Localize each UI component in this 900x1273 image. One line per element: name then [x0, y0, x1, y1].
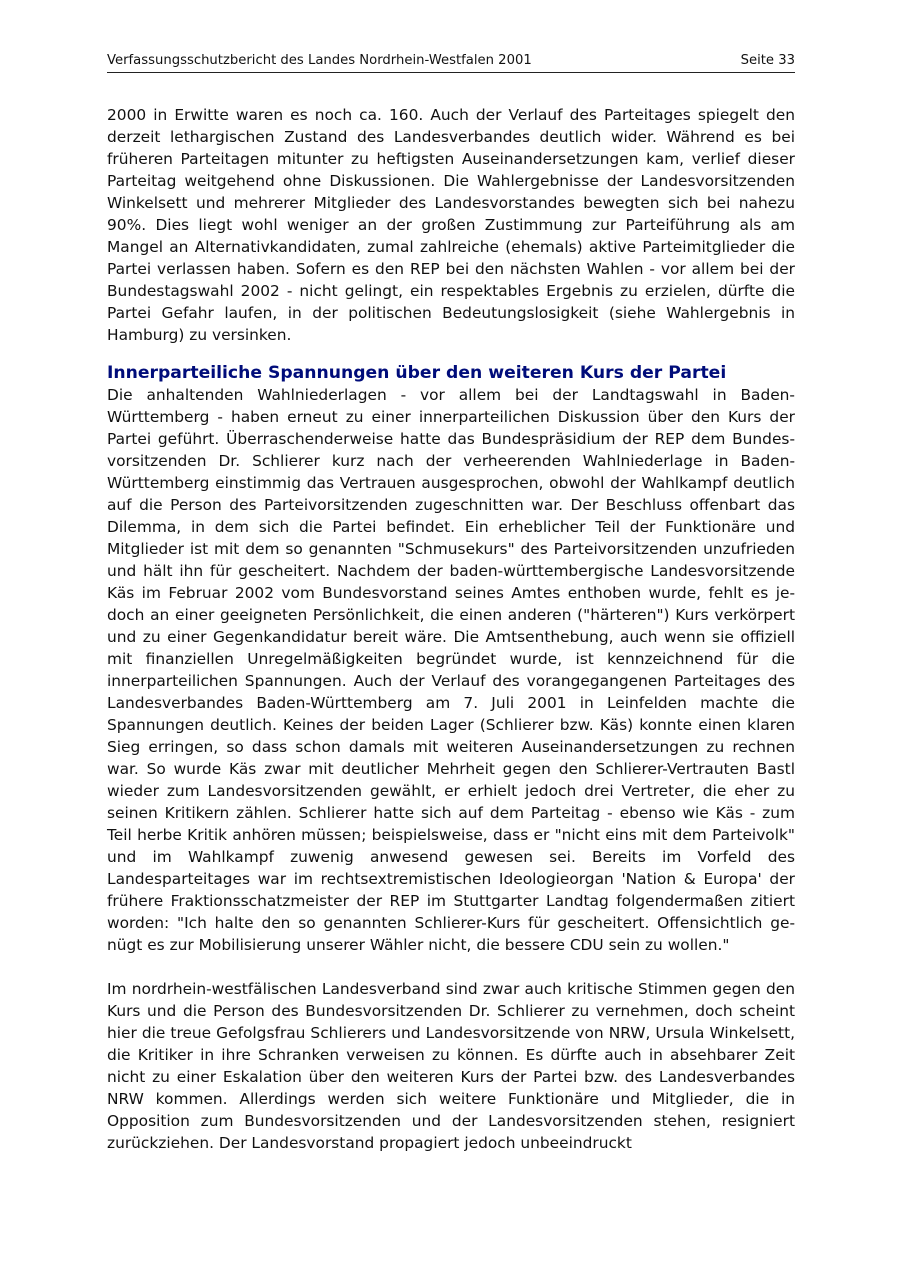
- paragraph-2: Die anhaltenden Wahlniederlagen - vor allem bei der Landtagswahl in Baden-Württemberg - haben erneut zu einer innerparteilichen Diskussion über den Kurs der Partei geführt. Überraschenderweise hatte das Bundespräsidium der REP dem Bundesvorsitzenden Dr. Schlierer kurz nach der verheerenden Wahlniederlage in Baden-Württemberg einstimmig das Vertrauen ausgesprochen, obwohl der Wahlkampf deutlich auf die Person des Parteivorsitzenden zugeschnitten war. Der Beschluss offenbart das Dilemma, in dem sich die Partei befindet. Ein erheblicher Teil der Funktionäre und Mitglieder ist mit dem so genannten "Schmusekurs" des Parteivorsitzenden unzufrieden und hält ihn für gescheitert. Nachdem der baden-württembergische Landesvorsitzende Käs im Februar 2002 vom Bundesvorstand seines Amtes enthoben wurde, fehlt es jedoch an einer geeigneten Persönlichkeit, die einen anderen ("härteren") Kurs verkörpert und zu einer Gegenkandidatur bereit wäre. Die Amtsenthebung, auch wenn sie offiziell mit finanziellen Unregelmäßigkeiten begründet wurde, ist kennzeichnend für die innerparteilichen Spannungen. Auch der Verlauf des vorangegangenen Parteitages des Landesverbandes Baden-Württemberg am 7. Juli 2001 in Leinfelden machte die Spannungen deutlich. Keines der beiden Lager (Schlierer bzw. Käs) konnte einen klaren Sieg erringen, so dass schon damals mit weiteren Auseinandersetzungen zu rechnen war. So wurde Käs zwar mit deutlicher Mehrheit gegen den Schlierer-Vertrauten Bastl wieder zum Landesvorsitzenden gewählt, er erhielt jedoch drei Vertreter, die eher zu seinen Kritikern zählen. Schlierer hatte sich auf dem Parteitag - ebenso wie Käs - zum Teil herbe Kritik anhören müssen; beispielsweise, dass er "nicht eins mit dem Parteivolk" und im Wahlkampf zuwenig anwesend gewesen sei. Bereits im Vorfeld des Landesparteitages war im rechtsextremistischen Ideologieorgan 'Nation & Europa' der frühere Fraktionsschatzmeister der REP im Stuttgarter Landtag folgendermaßen zitiert worden: "Ich halte den so genannten Schlierer-Kurs für gescheitert. Offensichtlich genügt es zur Mobilisierung unserer Wähler nicht, die bessere CDU sein zu wollen.": [107, 386, 795, 954]
- paragraph-3: Im nordrhein-westfälischen Landesverband sind zwar auch kritische Stimmen gegen den Kurs und die Person des Bundesvorsitzenden Dr. Schlierer zu vernehmen, doch scheint hier die treue Gefolgsfrau Schlierers und Landesvorsitzende von NRW, Ursula Winkelsett, die Kritiker in ihre Schranken verweisen zu können. Es dürfte auch in absehbarer Zeit nicht zu einer Eskalation über den weiteren Kurs der Partei bzw. des Landesverbandes NRW kommen. Allerdings werden sich weitere Funktionäre und Mitglieder, die in Opposition zum Bundesvorsitzenden und der Landesvorsitzenden stehen, resigniert zurückziehen. Der Landesvorstand propagiert jedoch unbeeindruckt: [107, 980, 795, 1152]
- page-header: [107, 52, 795, 73]
- section-heading: Innerparteiliche Spannungen über den weiteren Kurs der Partei: [107, 363, 727, 383]
- page-number: Seite 33: [740, 53, 795, 68]
- paragraph-1: 2000 in Erwitte waren es noch ca. 160. Auch der Verlauf des Parteitages spiegelt den derzeit lethargischen Zustand des Landesverbandes deutlich wider. Während es bei früheren Parteitagen mitunter zu heftigsten Auseinandersetzungen kam, verlief dieser Parteitag weitgehend ohne Diskussionen. Die Wahlergebnisse der Landesvorsitzenden Winkelsett und mehrerer Mitglieder des Landesvorstandes bewegten sich bei nahezu 90%. Dies liegt wohl weniger an der großen Zustimmung zur Parteiführung als am Mangel an Alternativkandidaten, zumal zahlreiche (ehemals) aktive Parteimitglieder die Partei verlassen haben. Sofern es den REP bei den nächsten Wahlen - vor allem bei der Bundestagswahl 2002 - nicht gelingt, ein respektables Ergebnis zu erzielen, dürfte die Partei Gefahr laufen, in der politischen Bedeutungslosigkeit (siehe Wahlergebnis in Hamburg) zu versinken.: [107, 106, 795, 344]
- page-body: [107, 104, 795, 1154]
- document-title: Verfassungsschutzbericht des Landes Nordrhein-Westfalen 2001: [107, 53, 532, 68]
